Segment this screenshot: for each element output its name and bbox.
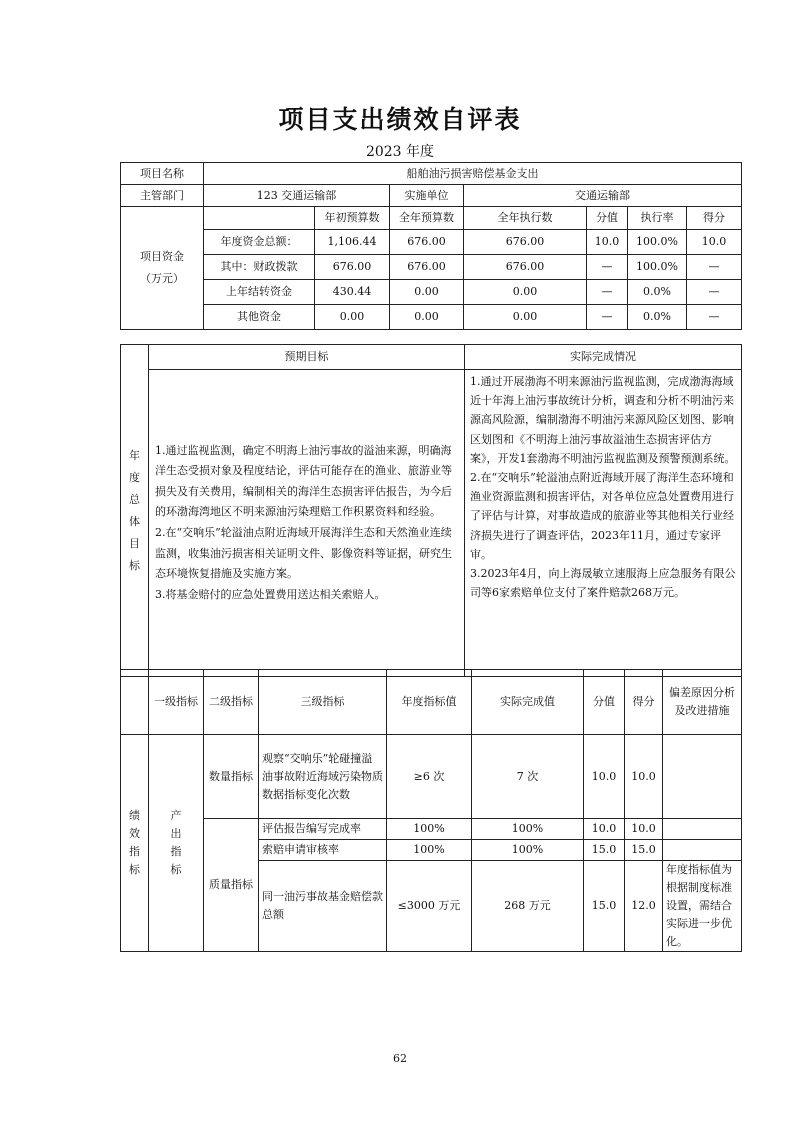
project-name-label: 项目名称 — [121, 163, 204, 185]
goals-side-label: 年 度 总 体 目 标 — [121, 345, 149, 677]
expected-header: 预期目标 — [149, 345, 465, 370]
indicator-row: 质量指标 评估报告编写完成率 100% 100% 10.0 10.0 — [121, 819, 742, 840]
dept-label: 主管部门 — [121, 185, 204, 207]
funds-row: 其中：财政拨款 676.00 676.00 676.00 — 100.0% — — [121, 255, 742, 280]
col-header: 得分 — [687, 207, 742, 230]
header-weight: 分值 — [584, 670, 625, 735]
project-name: 船舶油污损害赔偿基金支出 — [204, 163, 742, 185]
level1-output-label: 产 出 指 标 — [149, 735, 204, 952]
header-score: 得分 — [625, 670, 663, 735]
funds-label: 项目资金 （万元） — [121, 207, 204, 330]
header-level1: 一级指标 — [149, 670, 204, 735]
funds-row: 年度资金总额： 1,106.44 676.00 676.00 10.0 100.0% 10.0 — [121, 230, 742, 255]
col-header: 执行率 — [628, 207, 687, 230]
col-header: 全年执行数 — [464, 207, 587, 230]
indicator-row: 绩 效 指 标 产 出 指 标 数量指标 观察“交响乐”轮碰撞溢油事故附近海域污染物质数据指标变化次数 ≥6 次 7 次 10.0 10.0 — [121, 735, 742, 819]
col-header: 年初预算数 — [315, 207, 390, 230]
header-actual: 实际完成值 — [472, 670, 584, 735]
actual-header: 实际完成情况 — [465, 345, 742, 370]
page-number: 62 — [393, 1052, 407, 1065]
quality-label: 质量指标 — [204, 819, 259, 952]
funds-table — [120, 162, 742, 330]
indicator-row: 同一油污事故基金赔偿款总额 ≤3000 万元 268 万元 15.0 12.0 年度指标值为根据制度标准设置，需结合实际进一步优化。 — [121, 861, 742, 952]
funds-row: 上年结转资金 430.44 0.00 0.00 — 0.0% — — [121, 280, 742, 305]
page-title: 项目支出绩效自评表 — [278, 105, 522, 134]
quantity-label: 数量指标 — [204, 735, 259, 819]
header-reason: 偏差原因分析及改进措施 — [663, 670, 742, 735]
goals-table — [120, 344, 742, 677]
col-header: 分值 — [587, 207, 628, 230]
header-level2: 二级指标 — [204, 670, 259, 735]
indicators-table — [120, 669, 742, 952]
indicator-row: 索赔申请审核率 100% 100% 15.0 15.0 — [121, 840, 742, 861]
col-header: 全年预算数 — [390, 207, 464, 230]
impl-label: 实施单位 — [390, 185, 464, 207]
impl-value: 交通运输部 — [464, 185, 742, 207]
actual-results: 1.通过开展渤海不明来源油污监视监测，完成渤海海域近十年海上油污事故统计分析，调查和分析不明油污来源高风险源，编制渤海不明油污来源风险区划图、影响区划图和《不明海上油污事故溢油生态损害评估方案》，开发1套渤海不明油污监视监测及预警预测系统。 2.在“交响乐”轮溢油点附近海域开展了海洋生态环境和渔业资源监测和损害评估，对各单位应急处置费用进行了评估与计算，对事故造成的旅游业等其他相关行业经济损失进行了调查评估，2023年11月，通过专家评审。 3.2023年4月，向上海晟敏立速服海上应急服务有限公司等6家索赔单位支付了案件赔款268万元。 — [465, 370, 742, 677]
expected-goals: 1.通过监视监测，确定不明海上油污事故的溢油来源，明确海洋生态受损对象及程度结论，评估可能存在的渔业、旅游业等损失及有关费用，编制相关的海洋生态损害评估报告，为今后的环渤海湾地区不明来源油污染理赔工作积累资料和经验。 2.在“交响乐”轮溢油点附近海域开展海洋生态和天然渔业连续监测，收集油污损害相关证明文件、影像资料等证据，研究生态环境恢复措施及实施方案。 3.将基金赔付的应急处置费用送达相关索赔人。 — [149, 370, 465, 677]
header-target: 年度指标值 — [387, 670, 472, 735]
indicators-side-label: 绩 效 指 标 — [121, 735, 149, 952]
header-level3: 三级指标 — [259, 670, 387, 735]
fiscal-year: 2023 年度 — [365, 144, 435, 160]
dept-value: 123 交通运输部 — [204, 185, 390, 207]
funds-row: 其他资金 0.00 0.00 0.00 — 0.0% — — [121, 305, 742, 330]
